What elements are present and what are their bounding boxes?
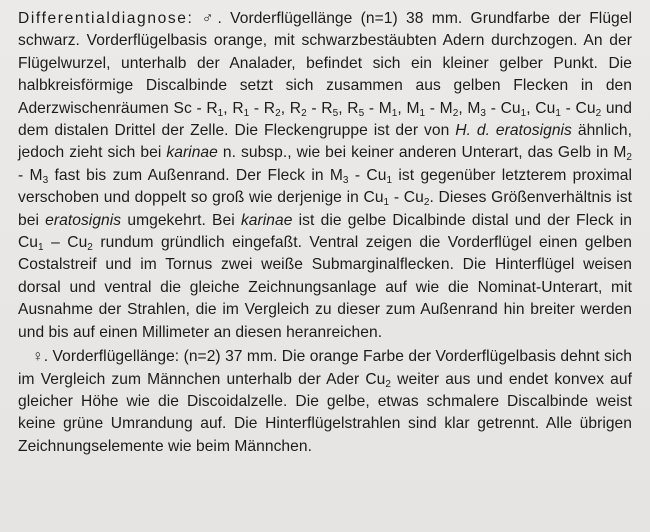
text-run: - Cu bbox=[486, 99, 521, 117]
text-run: - M bbox=[364, 99, 392, 117]
subscript: 3 bbox=[42, 174, 49, 186]
text-run: - M bbox=[18, 166, 43, 184]
text-run: - Cu bbox=[348, 166, 387, 184]
paragraph bbox=[18, 8, 632, 344]
text-run: , R bbox=[223, 99, 244, 117]
text-run: - R bbox=[249, 99, 276, 117]
text-run: ist gegenüber letzterem proximal verschoben und doppelt so groß wie derjenige in Cu bbox=[18, 166, 632, 207]
subscript: 1 bbox=[383, 197, 390, 209]
text-run: , R bbox=[280, 99, 302, 117]
subscript: 2 bbox=[423, 197, 430, 209]
italic-term: H. d. eratosignis bbox=[455, 122, 572, 140]
subscript: 2 bbox=[385, 378, 392, 390]
text-run: ♀. Vorderflügellänge: (n=2) 37 mm. Die orange Farbe der Vorderflügelbasis dehnt sich im Vergleich zum Männchen unterhalb der Ader Cu bbox=[18, 348, 632, 388]
text-run: weiter aus und endet konvex auf gleicher Höhe wie die Discoidalzelle. Die gelbe, etwas schmalere Discalbinde weist keine grüne Umrandung auf. Die Hinterflügelstrahlen sind klar getrennt. Alle übrigen Zeichnungselemente wie beim Männchen. bbox=[18, 370, 632, 455]
subscript: 1 bbox=[555, 107, 561, 119]
text-run: . Dieses Größenverhältnis ist bei bbox=[18, 189, 633, 229]
subscript: 2 bbox=[275, 107, 281, 119]
subscript: 2 bbox=[87, 242, 93, 254]
document-body bbox=[18, 8, 632, 458]
section-heading: Differentialdiagnose: bbox=[18, 10, 194, 27]
italic-term: karinae bbox=[166, 144, 218, 162]
subscript: 5 bbox=[358, 107, 365, 119]
subscript: 2 bbox=[626, 152, 632, 164]
text-run: fast bis zum Außenrand. Der Fleck in M bbox=[48, 166, 343, 184]
subscript: 3 bbox=[342, 174, 349, 186]
subscript: 1 bbox=[419, 107, 426, 119]
text-run: - R bbox=[306, 99, 333, 117]
subscript: 1 bbox=[391, 107, 398, 119]
subscript: 1 bbox=[520, 107, 527, 119]
subscript: 3 bbox=[480, 107, 487, 119]
text-run: ähnlich, jedoch zieht sich bei bbox=[18, 122, 632, 162]
text-run: ♂. Vorderflügellänge (n=1) 38 mm. Grundfarbe der Flügel schwarz. Vorderflügelbasis orange, mit schwarzbestäubten Adern durchzogen. An der Flügelwurzel, unterhalb der Analader, befindet sich ein kleiner gelber Punkt. Die halbkreisförmige Discalbinde setzt sich zusammen aus gelben Flecken in den Aderzwischenräumen Sc - R bbox=[18, 10, 632, 117]
text-run: und dem distalen Drittel der Zelle. Die Fleckengruppe ist der von bbox=[18, 99, 633, 140]
subscript: 1 bbox=[243, 107, 250, 119]
text-run: rundum gründlich eingefaßt. Ventral zeigen die Vorderflügel einen gelben Costalstreif und im Tornus zwei weiße Submarginalflecken. Die Hinterflügel weisen dorsal und ventral die gleiche Zeichnungsanlage auf wie die Nominat-Unterart, mit Ausnahme der Strahlen, die im Vergleich zu dieser zum Außenrand hin breiter werden und bis auf einen Millimeter an diesen heranreichen. bbox=[18, 234, 632, 341]
text-run: - Cu bbox=[389, 189, 424, 207]
subscript: 2 bbox=[301, 107, 307, 119]
text-run: , M bbox=[458, 99, 481, 117]
text-run: - M bbox=[425, 99, 453, 117]
subscript: 2 bbox=[452, 107, 459, 119]
paragraph bbox=[18, 346, 632, 458]
subscript: 1 bbox=[217, 107, 224, 119]
text-run: , Cu bbox=[526, 99, 556, 117]
text-run: , M bbox=[397, 99, 420, 117]
italic-term: karinae bbox=[240, 211, 293, 229]
subscript: 1 bbox=[386, 174, 393, 186]
subscript: 5 bbox=[332, 107, 339, 119]
subscript: 1 bbox=[38, 242, 44, 254]
text-run: n. subsp., wie bei keiner anderen Unterart, das Gelb in M bbox=[217, 144, 627, 162]
text-run: ist die gelbe Dicalbinde distal und der Fleck in Cu bbox=[18, 211, 633, 252]
text-run: - Cu bbox=[560, 99, 596, 117]
italic-term: eratosignis bbox=[45, 211, 122, 229]
text-run: , R bbox=[338, 99, 359, 117]
subscript: 2 bbox=[595, 107, 602, 119]
text-run: – Cu bbox=[43, 234, 88, 252]
text-run: umgekehrt. Bei bbox=[121, 211, 241, 229]
